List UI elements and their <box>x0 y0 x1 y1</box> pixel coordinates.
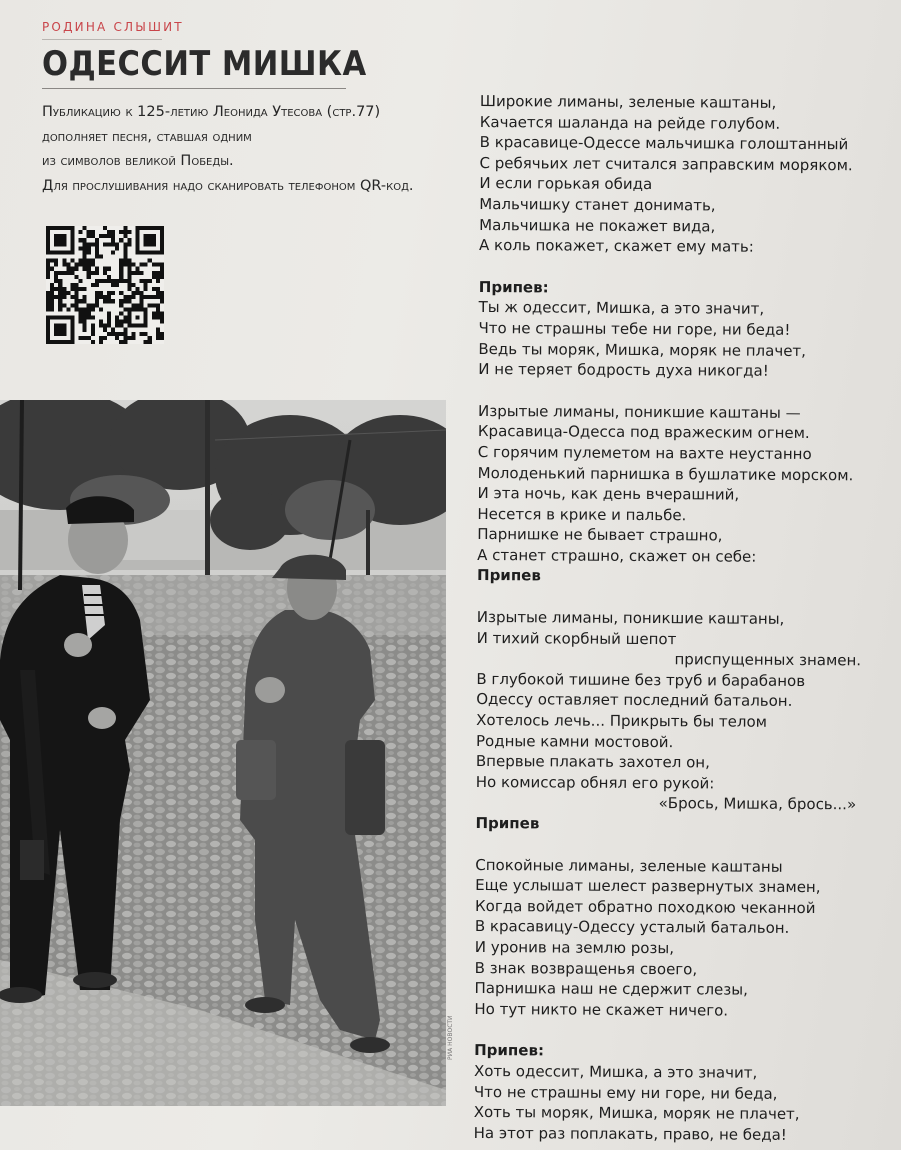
lyric-line: Мальчишка не покажет вида, <box>479 215 716 236</box>
title-rule <box>42 88 346 89</box>
stanza-1 <box>479 91 901 258</box>
lyric-line: Ты ж одессит, Мишка, а это значит, <box>478 298 765 319</box>
lyric-line: И эта ночь, как день вчерашний, <box>477 484 740 504</box>
intro-line: Для прослушивания надо сканировать телефоном QR-код. <box>42 177 414 194</box>
song-lyrics <box>474 91 901 1146</box>
lyric-line: И если горькая обида <box>479 174 653 194</box>
stanza-gap <box>477 586 898 610</box>
chorus-block-1 <box>478 277 900 383</box>
chorus-label: Припев: <box>478 277 549 297</box>
lyric-line: В красавице-Одессе мальчишка голоштанный <box>479 133 849 154</box>
photo-credit: РИА НОВОСТИ <box>447 1015 454 1060</box>
lyric-line: Молоденький парнишка в бушлатике морском. <box>477 463 854 484</box>
chorus-label: Припев <box>475 813 540 833</box>
stanza-4 <box>474 855 896 1022</box>
lyric-line: В знак возвращенья своего, <box>474 958 698 978</box>
lyric-line-indented: приспущенных знамен. <box>674 650 862 670</box>
lyric-line: Родные камни мостовой. <box>475 731 674 751</box>
intro-line: дополняет песня, ставшая одним <box>42 128 252 145</box>
lyric-line: А коль покажет, скажет ему мать: <box>479 236 754 256</box>
stanza-2 <box>477 401 899 589</box>
lyric-line: В красавицу-Одессу усталый батальон. <box>474 917 790 938</box>
stanza-gap <box>475 834 896 858</box>
rubric-label: РОДИНА СЛЫШИТ <box>42 20 184 34</box>
lyric-line: Спокойные лиманы, зеленые каштаны <box>475 855 783 876</box>
stanza-gap <box>474 1019 895 1043</box>
lyric-line: Впервые плакать захотел он, <box>475 752 710 772</box>
chorus-label: Припев: <box>474 1041 545 1060</box>
intro-text <box>42 100 462 198</box>
lyric-line: Одессу оставляет последний батальон. <box>476 690 793 711</box>
lyric-line: Парнишке не бывает страшно, <box>477 525 723 545</box>
lyric-line: Что не страшны ему ни горе, ни беда, <box>473 1082 778 1103</box>
chorus-label: Припев <box>476 566 541 585</box>
lyric-line: И не теряет бодрость духа никогда! <box>478 360 769 380</box>
lyric-line: Изрытые лиманы, поникшие каштаны, <box>476 608 785 628</box>
lyric-line: Ведь ты моряк, Мишка, моряк не плачет, <box>478 339 807 360</box>
lyric-line: Качается шаланда на рейде голубом. <box>479 112 781 133</box>
lyric-line: Хотелось лечь... Прикрыть бы телом <box>476 711 768 731</box>
lyric-line: Хоть ты моряк, Мишка, моряк не плачет, <box>473 1103 800 1124</box>
lyric-line: И тихий скорбный шепот <box>476 628 677 648</box>
article-title: ОДЕССИТ МИШКА <box>42 44 367 84</box>
lyric-line: На этот раз поплакать, право, не беда! <box>473 1123 787 1144</box>
lyric-line: С горячим пулеметом на вахте неустанно <box>477 442 812 463</box>
lyric-line: Парнишка наш не сдержит слезы, <box>474 979 748 999</box>
archival-photo <box>0 400 446 1106</box>
qr-code[interactable] <box>46 226 164 344</box>
chorus-block-4 <box>474 1040 896 1146</box>
lyric-line: Когда войдет обратно походкою чеканной <box>474 896 816 917</box>
lyric-line: Хоть одессит, Мишка, а это значит, <box>473 1061 758 1082</box>
lyric-line: С ребячьих лет считался заправским моряком. <box>479 153 853 175</box>
lyric-line: Еще услышат шелест развернутых знамен, <box>475 876 821 897</box>
lyric-line: В глубокой тишине без труб и барабанов <box>476 669 806 690</box>
lyric-line: Но тут никто не скажет ничего. <box>474 999 729 1020</box>
lyric-line: Изрытые лиманы, поникшие каштаны — <box>477 401 801 422</box>
intro-line: Публикацию к 125-летию Леонида Утесова (стр.77) <box>42 104 381 120</box>
lyric-line: Но комиссар обнял его рукой: <box>475 772 715 793</box>
lyric-line: Красавица-Одесса под вражеским огнем. <box>477 422 810 443</box>
stanza-3 <box>475 607 897 836</box>
rubric-rule <box>42 39 162 40</box>
lyric-line: Что не страшны тебе ни горе, ни беда! <box>478 318 791 339</box>
lyric-line: А станет страшно, скажет он себе: <box>477 545 757 566</box>
lyric-line: Широкие лиманы, зеленые каштаны, <box>479 91 777 112</box>
lyric-line: И уронив на землю розы, <box>474 937 675 958</box>
intro-line: из символов великой Победы. <box>42 153 234 169</box>
lyric-line: Мальчишку станет донимать, <box>479 194 716 215</box>
stanza-gap <box>479 256 900 280</box>
lyric-line-quote: «Брось, Мишка, брось...» <box>658 794 857 814</box>
lyric-line: Несется в крике и пальбе. <box>477 504 687 524</box>
stanza-gap <box>478 380 899 404</box>
